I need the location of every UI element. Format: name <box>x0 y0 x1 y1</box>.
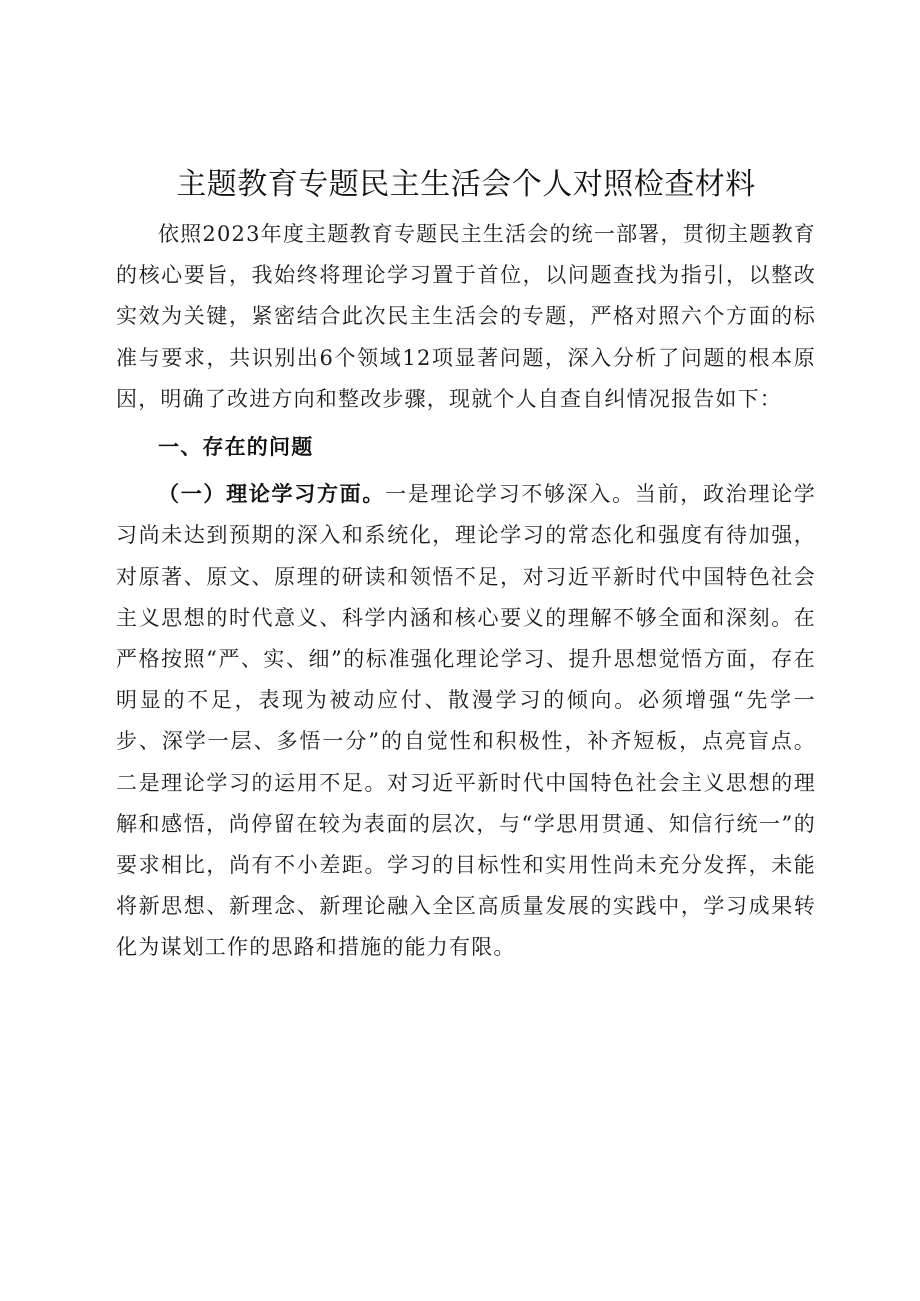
document-title: 主题教育专题民主生活会个人对照检查材料 <box>176 167 756 202</box>
document-body <box>116 160 816 969</box>
theory-study-paragraph <box>116 473 816 968</box>
subsection-lead-theory-study: （一）理论学习方面。 <box>158 481 386 507</box>
section-heading-problems: 一、存在的问题 <box>158 434 314 460</box>
intro-paragraph: 依照2023年度主题教育专题民主生活会的统一部署，贯彻主题教育的核心要旨，我始终将理论学习置于首位，以问题查找为指引，以整改实效为关键，紧密结合此次民主生活会的专题，严格对照六个方面的标准与要求，共识别出6个领域12项显著问题，深入分析了问题的根本原因，明确了改进方向和整改步骤，现就个人自查自纠情况报告如下： <box>116 222 816 411</box>
subsection-body-theory-study: 一是理论学习不够深入。当前，政治理论学习尚未达到预期的深入和系统化，理论学习的常态化和强度有待加强，对原著、原文、原理的研读和领悟不足，对习近平新时代中国特色社会主义思想的时代意义、科学内涵和核心要义的理解不够全面和深刻。在严格按照“严、实、细”的标准强化理论学习、提升思想觉悟方面，存在明显的不足，表现为被动应付、散漫学习的倾向。必须增强“先学一步、深学一层、多悟一分”的自觉性和积极性，补齐短板，点亮盲点。二是理论学习的运用不足。对习近平新时代中国特色社会主义思想的理解和感悟，尚停留在较为表面的层次，与“学思用贯通、知信行统一”的要求相比，尚有不小差距。学习的目标性和实用性尚未充分发挥，未能将新思想、新理念、新理论融入全区高质量发展的实践中，学习成果转化为谋划工作的思路和措施的能力有限。 <box>116 482 816 960</box>
